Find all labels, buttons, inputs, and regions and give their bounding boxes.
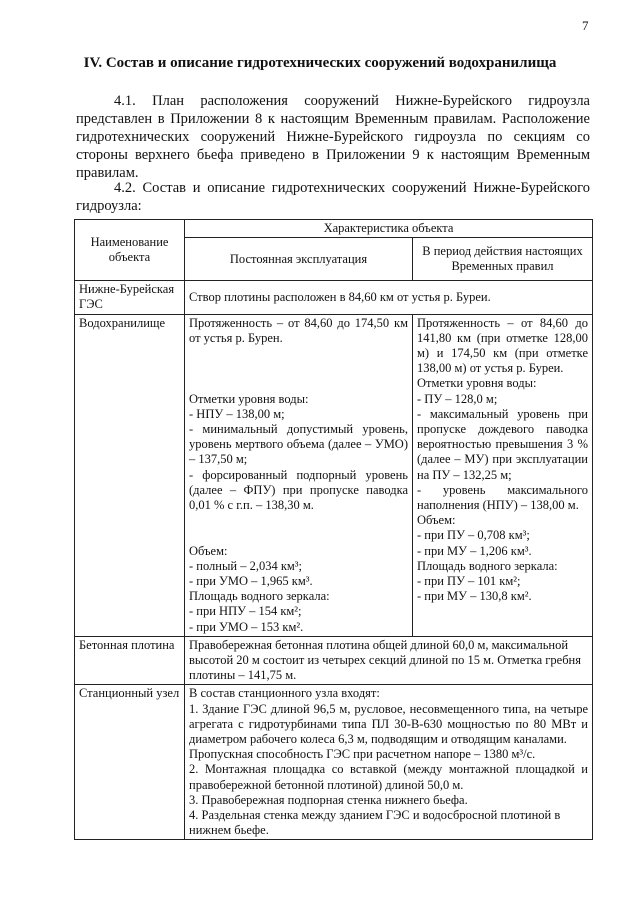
- reservoir-permanent-cell: [185, 314, 413, 636]
- paragraph-4-2: 4.2. Состав и описание гидротехнических сооружений Нижне-Бурейского гидроузла:: [76, 180, 590, 214]
- table-row: [75, 281, 593, 314]
- row-text-station: [185, 685, 593, 840]
- row-name-hpp: Нижне-Бурейская ГЭС: [75, 281, 185, 314]
- row-name-reservoir: Водохранилище: [75, 314, 185, 636]
- station-item-2: 2. Монтажная площадка со вставкой (между монтажной площадкой и правобережной бетонной плотиной) длиной 50,0 м.: [189, 762, 588, 792]
- page-number: 7: [582, 18, 589, 33]
- row-text-dam: Правобережная бетонная плотина общей длиной 60,0 м, максимальной высотой 20 м состоит из четырех секций длиной по 15 м. Отметка гребня плотины – 141,75 м.: [185, 636, 593, 685]
- station-item-3: 3. Правобережная подпорная стенка нижнего бьефа.: [189, 792, 468, 807]
- temp-levels: Отметки уровня воды: - ПУ – 128,0 м; - максимальный уровень при пропуске дождевого паводка вероятностью превышения 3 % (далее – МУ) при эксплуатации на ПУ – 132,25 м; - уровень максимального наполнения (НПУ) – 138,00 м.: [417, 376, 588, 513]
- header-characteristic: Характеристика объекта: [185, 220, 593, 238]
- table-row: [75, 314, 593, 636]
- row-text-hpp: Створ плотины расположен в 84,60 км от устья р. Буреи.: [185, 281, 593, 314]
- structures-table: [74, 219, 593, 840]
- perm-levels: Отметки уровня воды: - НПУ – 138,00 м; - минимальный допустимый уровень, уровень мертвого объема (далее – УМО) – 137,50 м; - форсированный подпорный уровень (далее – ФПУ) при пропуске паводка 0,01 % с г.п. – 138,30 м.: [189, 391, 408, 513]
- section-title: IV. Состав и описание гидротехнических сооружений водохранилища: [83, 55, 557, 71]
- table-row: [75, 685, 593, 840]
- header-permanent: Постоянная эксплуатация: [185, 238, 413, 281]
- reservoir-temporary-cell: [413, 314, 593, 636]
- header-name: Наименование объекта: [75, 220, 185, 281]
- perm-volume: Объем: - полный – 2,034 км³; - при УМО – 1,965 км³. Площадь водного зеркала: - при НПУ – 154 км²; - при УМО – 153 км².: [189, 543, 330, 634]
- table-row: [75, 636, 593, 685]
- row-name-station: Станционный узел: [75, 685, 185, 840]
- paragraph-4-1: 4.1. План расположения сооружений Нижне-Бурейского гидроузла представлен в Приложении 8 к настоящим Временным правилам. Расположение гидротехнических сооружений Нижне-Бурейского гидроузла по секциям со стороны верхнего бьефа приведено в Приложении 9 к настоящим Временным правилам.: [76, 93, 590, 181]
- row-name-dam: Бетонная плотина: [75, 636, 185, 685]
- station-capacity: Пропускная способность ГЭС при расчетном напоре – 1380 м³/с.: [189, 747, 536, 762]
- table-header-row: [75, 220, 593, 238]
- station-item-1: 1. Здание ГЭС длиной 96,5 м, русловое, несовмещенного типа, на четыре агрегата с гидротурбинами типа ПЛ 30-В-630 мощностью по 80 МВт и диаметром рабочего колеса 6,3 м, подводящим и отводящим каналами.: [189, 701, 588, 747]
- station-item-4: 4. Раздельная стенка между зданием ГЭС и водосбросной плотиной в нижнем бьефе.: [189, 808, 561, 838]
- header-temporary: В период действия настоящих Временных правил: [413, 238, 593, 281]
- perm-length: Протяженность – от 84,60 до 174,50 км от устья р. Бурен.: [189, 315, 408, 345]
- temp-length: Протяженность – от 84,60 до 141,80 км (при отметке 128,00 м) и 174,50 км (при отметке 138,00 м) от устья р. Буреи.: [417, 315, 588, 376]
- temp-volume: Объем: - при ПУ – 0,708 км³; - при МУ – 1,206 км³. Площадь водного зеркала: - при ПУ – 101 км²; - при МУ – 130,8 км².: [417, 513, 558, 604]
- station-intro: В состав станционного узла входят:: [189, 686, 380, 701]
